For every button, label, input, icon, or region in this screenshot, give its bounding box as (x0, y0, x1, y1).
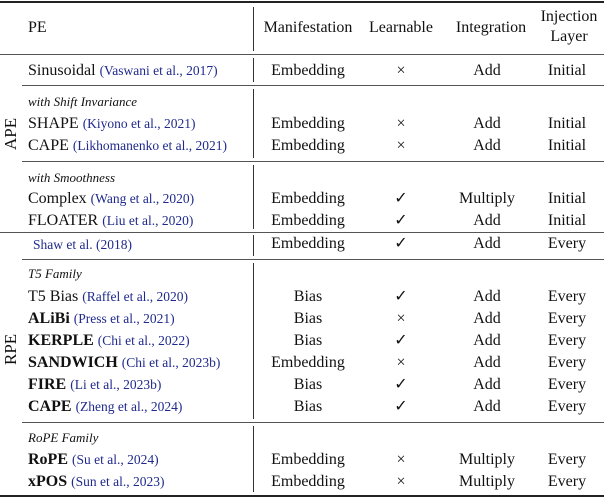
method-name: CAPE (28, 137, 69, 154)
citation-link[interactable]: (Vaswani et al., 2017) (99, 63, 218, 78)
row-pe-name (28, 287, 188, 307)
injection-cell: Every (547, 376, 587, 393)
integration-cell: Multiply (458, 190, 515, 207)
manifestation-cell: Embedding (271, 137, 345, 154)
integration-cell: Add (473, 235, 501, 252)
method-name: KERPLE (28, 332, 94, 349)
top-rule (0, 1, 604, 3)
row-pe-name (28, 353, 220, 373)
header-injection-layer (532, 7, 604, 47)
injection-cell: Initial (547, 115, 587, 132)
group-label-smoothness: with Smoothness (28, 170, 116, 185)
method-name: xPOS (28, 473, 68, 490)
manifestation-cell: Bias (293, 288, 323, 305)
column-divider (253, 263, 254, 419)
column-divider (253, 426, 254, 492)
learnable-cell: × (396, 62, 406, 79)
header-pe: PE (28, 19, 47, 36)
citation-link[interactable]: (Press et al., 2021) (73, 311, 175, 326)
row-pe-name (28, 211, 193, 231)
integration-cell: Multiply (458, 473, 515, 490)
manifestation-cell: Embedding (271, 473, 345, 490)
header-injection-line2: Layer (550, 28, 588, 45)
learnable-cell: ✓ (394, 235, 408, 252)
column-divider (253, 7, 254, 51)
method-name: RoPE (28, 451, 68, 468)
header-learnable: Learnable (369, 19, 433, 36)
learnable-cell: × (396, 354, 406, 371)
learnable-cell: × (396, 310, 406, 327)
row-pe-name (28, 472, 165, 492)
row-pe-name (33, 235, 132, 255)
citation-link[interactable]: (Chi et al., 2023b) (121, 355, 221, 370)
integration-cell: Add (473, 332, 501, 349)
learnable-cell: ✓ (394, 190, 408, 207)
integration-cell: Add (473, 310, 501, 327)
learnable-cell: ✓ (394, 212, 408, 229)
learnable-cell: ✓ (394, 288, 408, 305)
injection-cell: Initial (547, 137, 587, 154)
citation-link[interactable]: (Chi et al., 2022) (97, 333, 190, 348)
group-label-t5-family: T5 Family (28, 266, 82, 281)
integration-cell: Add (473, 137, 501, 154)
citation-link[interactable]: (Su et al., 2024) (72, 452, 159, 467)
integration-cell: Add (473, 62, 501, 79)
learnable-cell: × (396, 473, 406, 490)
citation-link[interactable]: (Zheng et al., 2024) (75, 399, 183, 414)
t5-group-rule (22, 422, 604, 423)
bottom-rule (0, 495, 604, 497)
injection-cell: Every (547, 288, 587, 305)
injection-cell: Every (547, 235, 587, 252)
manifestation-cell: Embedding (271, 235, 345, 252)
header-injection-line1: Injection (540, 8, 598, 25)
learnable-cell: ✓ (394, 376, 408, 393)
header-integration: Integration (455, 19, 527, 36)
citation-link[interactable]: (Liu et al., 2020) (102, 213, 194, 228)
row-pe-name (28, 309, 175, 329)
sinusoidal-rule (22, 85, 604, 86)
row-pe-name (28, 450, 159, 470)
manifestation-cell: Embedding (271, 62, 345, 79)
manifestation-cell: Bias (293, 376, 323, 393)
integration-cell: Add (473, 398, 501, 415)
header-rule (0, 54, 604, 55)
injection-cell: Every (547, 473, 587, 490)
side-label-ape: APE (1, 117, 20, 150)
citation-link[interactable]: Shaw et al. (2018) (33, 237, 132, 252)
manifestation-cell: Bias (293, 398, 323, 415)
citation-link[interactable]: (Li et al., 2023b) (70, 377, 162, 392)
integration-cell: Add (473, 376, 501, 393)
citation-link[interactable]: (Wang et al., 2020) (90, 191, 195, 206)
method-name: FLOATER (28, 212, 99, 229)
shift-group-rule (22, 161, 604, 162)
citation-link[interactable]: (Sun et al., 2023) (71, 474, 165, 489)
shaw-rule (22, 259, 604, 260)
integration-cell: Multiply (458, 451, 515, 468)
learnable-cell: × (396, 451, 406, 468)
row-pe-name (28, 375, 161, 395)
learnable-cell: × (396, 115, 406, 132)
integration-cell: Add (473, 288, 501, 305)
row-pe-name (28, 189, 194, 209)
injection-cell: Initial (547, 62, 587, 79)
method-name: T5 Bias (28, 288, 79, 305)
citation-link[interactable]: (Raffel et al., 2020) (82, 289, 189, 304)
method-name: Sinusoidal (28, 62, 96, 79)
citation-link[interactable]: (Likhomanenko et al., 2021) (72, 138, 227, 153)
row-pe-name (28, 397, 182, 417)
injection-cell: Every (547, 354, 587, 371)
method-name: CAPE (28, 398, 72, 415)
row-pe-name (28, 136, 227, 156)
manifestation-cell: Bias (293, 310, 323, 327)
learnable-cell: × (396, 137, 406, 154)
integration-cell: Add (473, 354, 501, 371)
method-name: ALiBi (28, 310, 70, 327)
method-name: FIRE (28, 376, 67, 393)
column-divider (253, 235, 254, 256)
manifestation-cell: Embedding (271, 451, 345, 468)
injection-cell: Every (547, 451, 587, 468)
manifestation-cell: Embedding (271, 212, 345, 229)
ape-rpe-rule (0, 232, 604, 233)
manifestation-cell: Embedding (271, 354, 345, 371)
column-divider (253, 165, 254, 229)
integration-cell: Add (473, 212, 501, 229)
row-pe-name (28, 61, 218, 81)
column-divider (253, 58, 254, 82)
group-label-shift-invariance: with Shift Invariance (28, 94, 138, 109)
learnable-cell: ✓ (394, 398, 408, 415)
method-name: SANDWICH (28, 354, 118, 371)
side-label-rpe: RPE (1, 333, 20, 365)
column-divider (253, 89, 254, 158)
manifestation-cell: Bias (293, 332, 323, 349)
citation-link[interactable]: (Kiyono et al., 2021) (82, 116, 196, 131)
integration-cell: Add (473, 115, 501, 132)
manifestation-cell: Embedding (271, 190, 345, 207)
row-pe-name (28, 331, 190, 351)
method-name: Complex (28, 190, 87, 207)
header-manifestation: Manifestation (263, 19, 353, 36)
injection-cell: Every (547, 332, 587, 349)
injection-cell: Every (547, 398, 587, 415)
group-label-rope-family: RoPE Family (28, 430, 99, 445)
learnable-cell: ✓ (394, 332, 408, 349)
manifestation-cell: Embedding (271, 115, 345, 132)
injection-cell: Initial (547, 212, 587, 229)
row-pe-name (28, 114, 196, 134)
injection-cell: Initial (547, 190, 587, 207)
method-name: SHAPE (28, 115, 79, 132)
injection-cell: Every (547, 310, 587, 327)
